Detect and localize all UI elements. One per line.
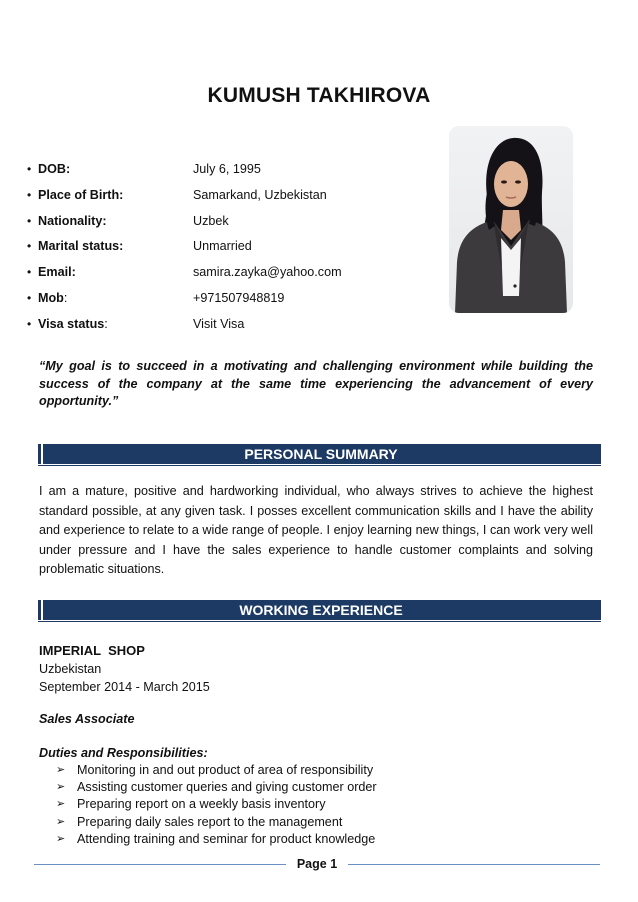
bullet-icon: • [27,187,32,202]
arrow-bullet-icon: ➢ [56,798,66,811]
info-row-dob [27,159,427,185]
bullet-icon: • [27,239,32,254]
phone-value: +971507948819 [193,290,285,305]
company-location: Uzbekistan [39,662,102,676]
info-label: Email: [38,265,76,280]
company-name: IMPERIAL SHOP [39,643,145,658]
info-row-marital-status [27,236,427,262]
arrow-bullet-icon: ➢ [56,832,66,845]
career-goal-statement: “My goal is to succeed in a motivating and challenging environment while building the success of the company at the same time experiencing the advancement of every opportunity.” [39,359,593,408]
duties-heading: Duties and Responsibilities: [39,746,208,760]
list-item: ➢ Assisting customer queries and giving customer order [56,779,599,796]
section-header-personal-summary: PERSONAL SUMMARY [38,444,601,464]
candidate-name: KUMUSH TAKHIROVA [207,84,431,107]
duties-list [39,762,599,848]
arrow-bullet-icon: ➢ [56,764,66,776]
bullet-icon: • [27,213,32,228]
info-label: DOB: [38,162,71,176]
list-item: ➢ Preparing report on a weekly basis inventory [56,796,599,813]
bullet-icon: • [27,316,32,331]
portrait-illustration [449,126,573,313]
job-title: Sales Associate [39,712,135,726]
bullet-icon: • [27,162,32,176]
info-label: Marital status: [38,239,124,254]
info-label: Visa status: [38,316,108,331]
info-value: July 6, 1995 [193,162,261,176]
work-experience-entry [39,641,599,848]
section-header-working-experience: WORKING EXPERIENCE [38,600,601,620]
profile-photo [449,126,573,313]
list-item: ➢ Attending training and seminar for product knowledge [56,831,599,848]
info-row-place-of-birth [27,185,427,211]
info-value: Samarkand, Uzbekistan [193,187,327,202]
info-label: Mob: [38,290,68,305]
employment-period: September 2014 - March 2015 [39,680,210,694]
footer-divider-left [34,864,286,865]
info-value: Unmarried [193,239,252,254]
info-value: Visit Visa [193,316,245,331]
list-item: ➢ Monitoring in and out product of area of responsibility [56,762,599,779]
bullet-icon: • [27,290,32,305]
bullet-icon: • [27,265,32,280]
list-item: ➢ Preparing daily sales report to the management [56,814,599,831]
info-row-mobile [27,288,427,314]
page-number: Page 1 [296,857,338,871]
info-row-email [27,262,427,288]
personal-summary-text: I am a mature, positive and hardworking individual, who always strives to achieve the highest standard possible, at any given task. I posses excellent communication skills and I have the ability and experience to relate to a wide range of people. I enjoy learning new things, I can work very well under pressure and I have the sales experience to handle customer complaints and solving problematic situations. [39,484,593,577]
arrow-bullet-icon: ➢ [56,781,66,794]
info-row-nationality [27,211,427,237]
info-label: Nationality: [38,213,107,228]
info-row-visa-status [27,314,427,340]
email-value: samira.zayka@yahoo.com [193,265,342,280]
personal-info-list [27,159,427,340]
footer-divider-right [348,864,600,865]
info-value: Uzbek [193,213,229,228]
info-label: Place of Birth: [38,187,124,202]
arrow-bullet-icon: ➢ [56,815,66,828]
